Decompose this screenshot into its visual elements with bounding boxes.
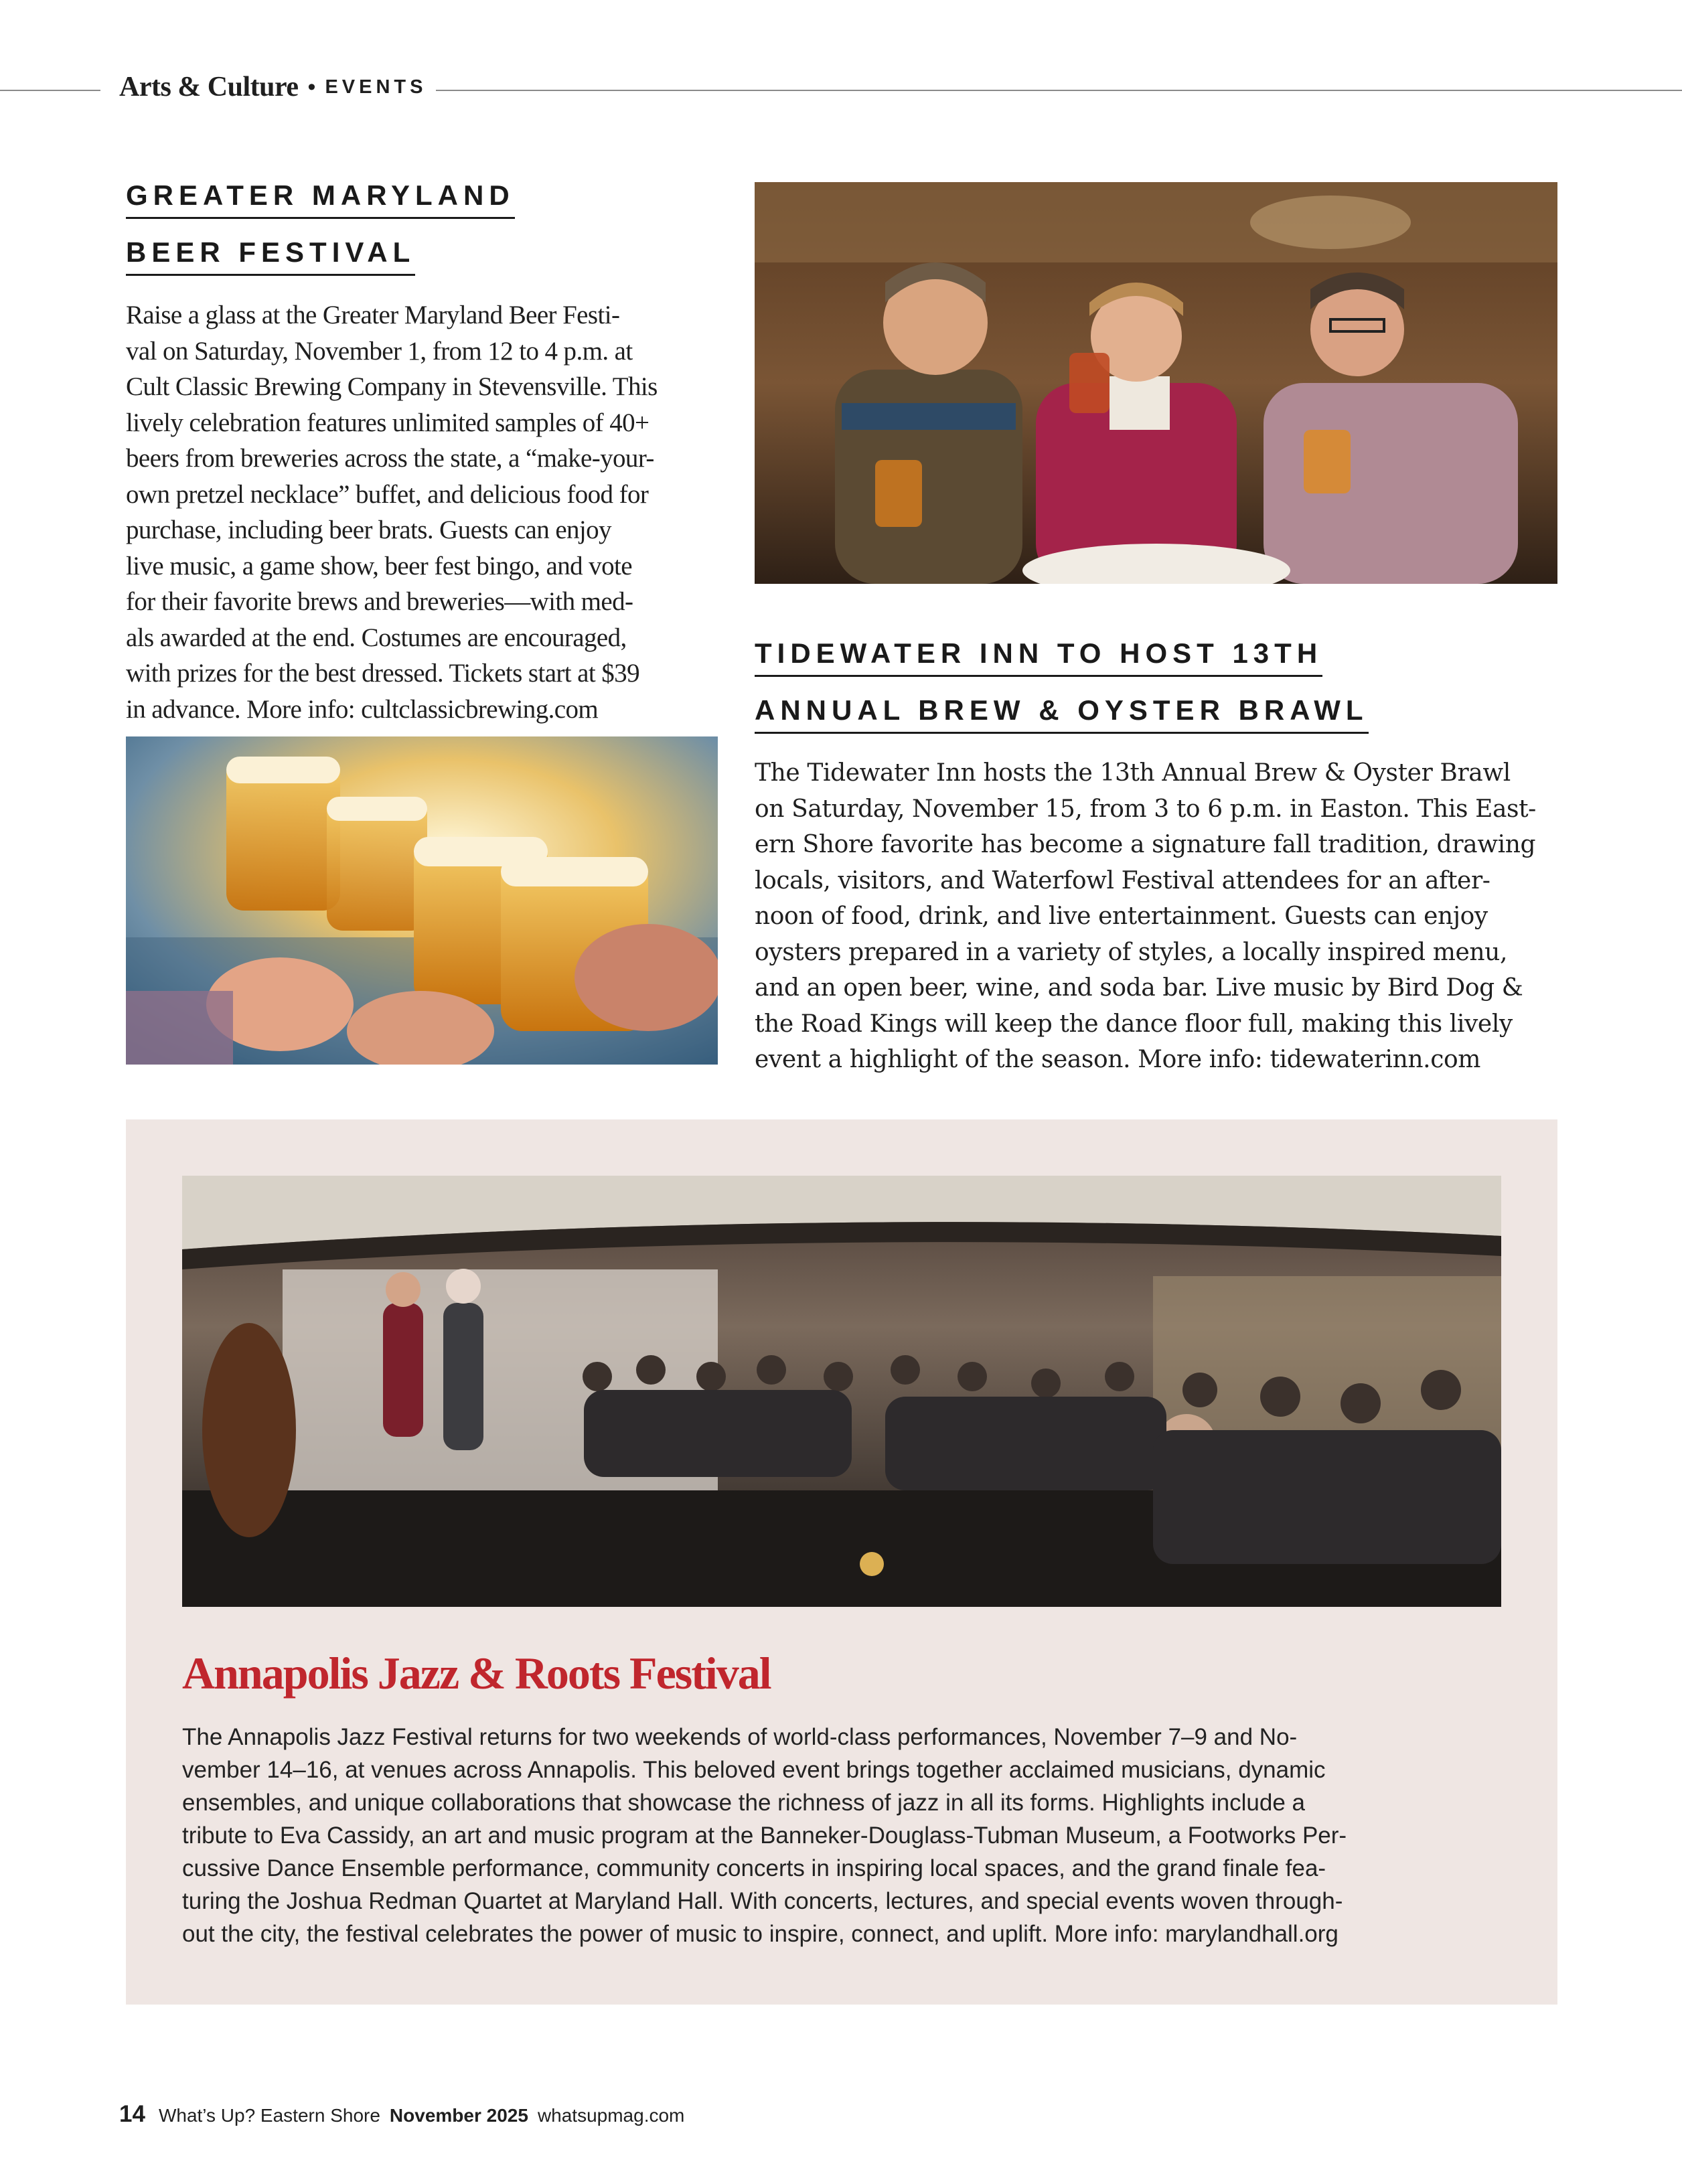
tidewater-body [755, 755, 1557, 1078]
beer-fest-body-line: for their favorite brews and breweries—with med- [126, 587, 633, 616]
page-footer [119, 2101, 684, 2134]
subsection-name: EVENTS [325, 76, 427, 98]
beer-fest-body-line: with prizes for the best dressed. Tickets start at $39 [126, 659, 639, 688]
beer-fest-article [126, 171, 729, 727]
header-rule-right [429, 90, 1682, 91]
tidewater-body-line: noon of food, drink, and live entertainment. Guests can enjoy [755, 903, 1488, 930]
beer-fest-body-line: als awarded at the end. Costumes are encouraged, [126, 623, 627, 652]
beer-fest-body-line: Raise a glass at the Greater Maryland Beer Festi- [126, 301, 620, 329]
tidewater-body-line: on Saturday, November 15, from 3 to 6 p.m. in Easton. This East- [755, 795, 1536, 823]
jazz-body-line: ensembles, and unique collaborations that showcase the richness of jazz in all its forms. Highlights include a [182, 1790, 1306, 1816]
beer-fest-body-line: in advance. More info: cultclassicbrewing.com [126, 694, 599, 724]
beer-steins-photo [126, 736, 718, 1065]
tidewater-body-line: the Road Kings will keep the dance floor full, making this lively [755, 1010, 1513, 1038]
beer-fest-body-line: Cult Classic Brewing Company in Stevensville. This [126, 372, 658, 401]
beer-fest-body-line: lively celebration features unlimited samples of 40+ [126, 408, 649, 437]
page-number: 14 [119, 2101, 145, 2127]
beer-fest-body-line: live music, a game show, beer fest bingo, and vote [126, 551, 632, 580]
jazz-body-line: vember 14–16, at venues across Annapolis. This beloved event brings together acclaimed musicians, dynamic [182, 1757, 1326, 1783]
jazz-concert-photo [182, 1176, 1501, 1607]
tidewater-article [755, 629, 1557, 1078]
jazz-body-line: tribute to Eva Cassidy, an art and music program at the Banneker-Douglass-Tubman Museum, a Footworks Per- [182, 1822, 1347, 1849]
tidewater-heading-line2: ANNUAL BREW & OYSTER BRAWL [755, 692, 1369, 734]
running-header [119, 67, 436, 107]
tidewater-body-line: oysters prepared in a variety of styles, a locally inspired menu, [755, 938, 1507, 966]
jazz-title: Annapolis Jazz & Roots Festival [182, 1648, 771, 1699]
tidewater-heading-line1: TIDEWATER INN TO HOST 13TH [755, 635, 1322, 677]
jazz-body-line: turing the Joshua Redman Quartet at Maryland Hall. With concerts, lectures, and special events woven through- [182, 1888, 1343, 1914]
beer-fest-body [126, 297, 729, 727]
beer-fest-heading-line1: GREATER MARYLAND [126, 177, 515, 219]
header-separator: • [307, 74, 316, 100]
beer-fest-body-line: val on Saturday, November 1, from 12 to 4 p.m. at [126, 336, 633, 366]
jazz-body-line: out the city, the festival celebrates the power of music to inspire, connect, and uplift. More info: marylandhall.org [182, 1921, 1339, 1947]
header-rule-left [0, 90, 100, 91]
beer-fest-body-line: own pretzel necklace” buffet, and delicious food for [126, 479, 649, 509]
tidewater-body-line: event a highlight of the season. More info: tidewaterinn.com [755, 1046, 1481, 1073]
jazz-body-line: cussive Dance Ensemble performance, community concerts in inspiring local spaces, and the grand finale fea- [182, 1855, 1326, 1881]
tidewater-body-line: locals, visitors, and Waterfowl Festival attendees for an after- [755, 866, 1490, 894]
tidewater-body-line: The Tidewater Inn hosts the 13th Annual Brew & Oyster Brawl [755, 759, 1511, 787]
beer-fest-body-line: beers from breweries across the state, a “make-your- [126, 444, 654, 473]
tidewater-heading [755, 629, 1557, 743]
section-name: Arts & Culture [119, 72, 299, 102]
jazz-body-line: The Annapolis Jazz Festival returns for two weekends of world-class performances, November 7–9 and No- [182, 1724, 1298, 1750]
beer-fest-heading [126, 171, 729, 285]
beer-fest-heading-line2: BEER FESTIVAL [126, 234, 415, 276]
jazz-body [182, 1721, 1495, 1950]
magazine-url: whatsupmag.com [537, 2105, 685, 2126]
issue-date: November 2025 [389, 2105, 528, 2126]
tidewater-body-line: and an open beer, wine, and soda bar. Live music by Bird Dog & [755, 974, 1523, 1002]
beer-fest-body-line: purchase, including beer brats. Guests can enjoy [126, 516, 611, 544]
tidewater-body-line: ern Shore favorite has become a signature fall tradition, drawing [755, 831, 1536, 858]
magazine-name: What’s Up? Eastern Shore [158, 2105, 380, 2126]
tidewater-guests-photo [755, 182, 1557, 584]
